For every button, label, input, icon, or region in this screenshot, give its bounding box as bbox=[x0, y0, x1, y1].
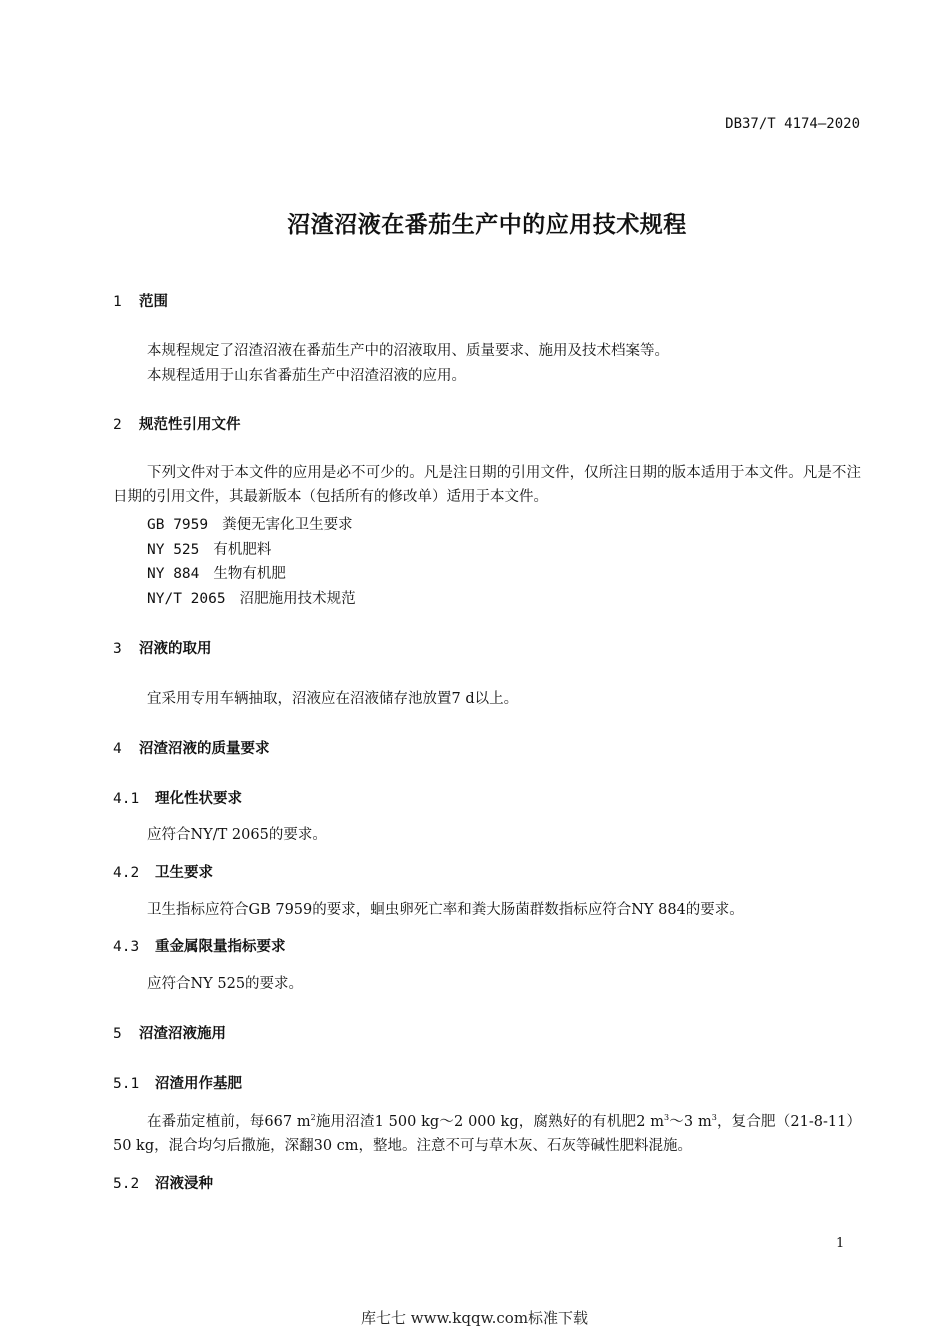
section-number: 1 bbox=[113, 294, 122, 310]
section-title: 沼渣沼液施用 bbox=[139, 1026, 226, 1042]
section-number: 5 bbox=[113, 1026, 122, 1042]
reference-code: NY 884 bbox=[147, 566, 200, 582]
reference-title: 有机肥料 bbox=[213, 542, 272, 558]
section-number: 4 bbox=[113, 741, 122, 757]
section-title: 沼渣沼液的质量要求 bbox=[139, 741, 270, 757]
subsection-number: 5.2 bbox=[113, 1176, 140, 1192]
reference-item bbox=[147, 562, 286, 583]
reference-code: NY/T 2065 bbox=[147, 591, 226, 607]
standard-number: DB37/T 4174—2020 bbox=[725, 116, 860, 132]
reference-code: GB 7959 bbox=[147, 517, 209, 533]
text-run: 在番茄定植前，每667 m bbox=[147, 1114, 311, 1130]
reference-code: NY 525 bbox=[147, 542, 200, 558]
document-title: 沼渣沼液在番茄生产中的应用技术规程 bbox=[287, 212, 687, 238]
section-heading-2 bbox=[113, 413, 241, 434]
subsection-number: 4.2 bbox=[113, 865, 140, 881]
subsection-heading-4-3 bbox=[113, 935, 286, 956]
reference-item bbox=[147, 513, 353, 534]
subsection-number: 4.1 bbox=[113, 791, 140, 807]
section-title: 范围 bbox=[139, 294, 168, 310]
subsection-number: 4.3 bbox=[113, 939, 140, 955]
paragraph bbox=[113, 1106, 861, 1158]
text-run: 施用沼渣1 500 kg～2 000 kg，腐熟好的有机肥2 m bbox=[315, 1114, 664, 1130]
section-heading-5 bbox=[113, 1022, 226, 1043]
superscript: 3 bbox=[663, 1113, 670, 1122]
paragraph: 应符合NY 525的要求。 bbox=[147, 976, 304, 992]
section-title: 沼液的取用 bbox=[139, 641, 212, 657]
superscript: 3 bbox=[711, 1113, 717, 1122]
subsection-title: 重金属限量指标要求 bbox=[155, 939, 286, 955]
section-heading-3 bbox=[113, 637, 212, 658]
section-title: 规范性引用文件 bbox=[139, 417, 241, 433]
paragraph: 卫生指标应符合GB 7959的要求，蛔虫卵死亡率和粪大肠菌群数指标应符合NY 884的要求。 bbox=[147, 902, 744, 918]
subsection-title: 沼渣用作基肥 bbox=[155, 1076, 242, 1092]
section-heading-4 bbox=[113, 737, 270, 758]
reference-title: 生物有机肥 bbox=[213, 566, 286, 582]
footer-watermark: 库七七 www.kqqw.com标准下载 bbox=[361, 1309, 589, 1327]
paragraph: 本规程适用于山东省番茄生产中沼渣沼液的应用。 bbox=[147, 368, 466, 384]
subsection-heading-5-2 bbox=[113, 1172, 213, 1193]
section-number: 3 bbox=[113, 641, 122, 657]
section-heading-1 bbox=[113, 290, 168, 311]
reference-item bbox=[147, 538, 271, 559]
subsection-heading-4-1 bbox=[113, 787, 242, 808]
reference-title: 粪便无害化卫生要求 bbox=[222, 517, 353, 533]
text-run: ～3 m bbox=[669, 1114, 712, 1130]
subsection-heading-4-2 bbox=[113, 861, 213, 882]
subsection-title: 理化性状要求 bbox=[155, 791, 242, 807]
paragraph: 下列文件对于本文件的应用是必不可少的。凡是注日期的引用文件，仅所注日期的版本适用于本文件。凡是不注日期的引用文件，其最新版本（包括所有的修改单）适用于本文件。 bbox=[113, 465, 861, 505]
subsection-title: 卫生要求 bbox=[155, 865, 213, 881]
text-run: ，复合肥（21-8-11）50 kg，混合均匀后撒施，深翻30 cm，整地。注意不可与草木灰、石灰等碱性肥料混施。 bbox=[113, 1114, 861, 1154]
paragraph: 应符合NY/T 2065的要求。 bbox=[147, 827, 327, 843]
section-number: 2 bbox=[113, 417, 122, 433]
page-number: 1 bbox=[836, 1236, 845, 1251]
subsection-number: 5.1 bbox=[113, 1076, 140, 1092]
subsection-heading-5-1 bbox=[113, 1072, 242, 1093]
superscript: 2 bbox=[310, 1113, 316, 1122]
reference-item bbox=[147, 587, 356, 608]
subsection-title: 沼液浸种 bbox=[155, 1176, 213, 1192]
paragraph: 本规程规定了沼渣沼液在番茄生产中的沼液取用、质量要求、施用及技术档案等。 bbox=[147, 343, 669, 359]
reference-title: 沼肥施用技术规范 bbox=[239, 591, 356, 607]
paragraph: 宜采用专用车辆抽取，沼液应在沼液储存池放置7 d以上。 bbox=[147, 691, 519, 707]
